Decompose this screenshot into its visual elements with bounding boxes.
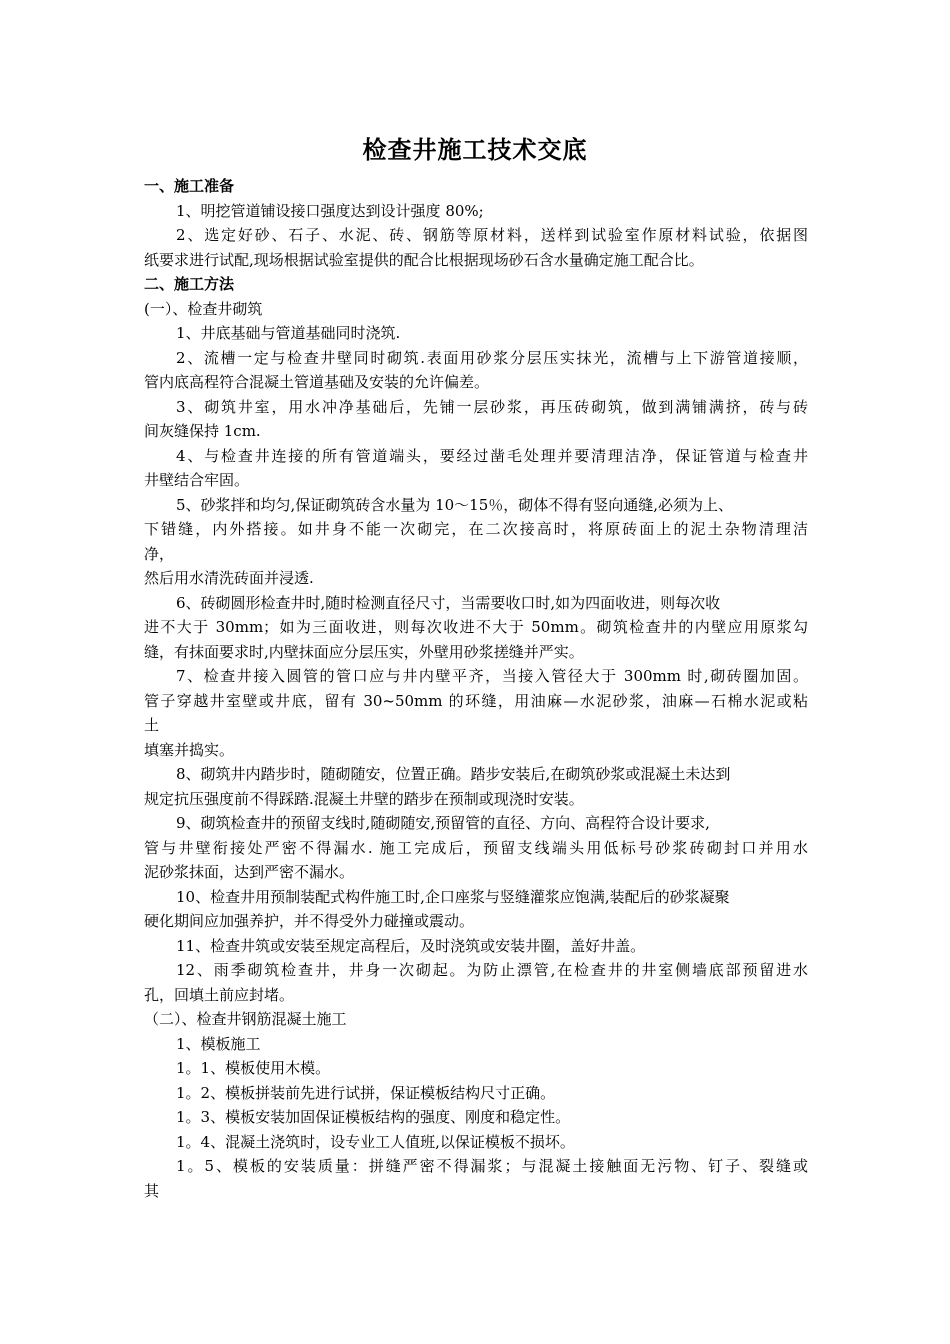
- text-line: 5、砂浆拌和均匀,保证砌筑砖含水量为 10～15％，砌体不得有竖向通缝,必须为上、: [176, 495, 734, 514]
- document-title: 检查井施工技术交底: [362, 136, 588, 164]
- text-line: 1。5、模板的安装质量：拼缝严密不得漏浆；与混凝土接触面无污物、钉子、裂缝或: [176, 1157, 808, 1175]
- text-line: 12、雨季砌筑检查井，井身一次砌起。为防止漂管,在检查井的井室侧墙底部预留进水: [176, 961, 808, 979]
- text-line: 管子穿越井室壁或井底，留有 30~50mm 的环缝，用油麻—水泥砂浆，油麻—石棉水泥或粘: [144, 691, 808, 710]
- text-line: （二）、检查井钢筋混凝土施工: [144, 1010, 347, 1028]
- text-line: 井壁结合牢固。: [144, 471, 250, 489]
- text-line: 7、检查井接入圆管的管口应与井内壁平齐，当接入管径大于 300mm 时,砌砖圈加固。: [176, 667, 808, 685]
- text-line: 1。4、混凝土浇筑时，设专业工人值班,以保证模板不损坏。: [176, 1132, 575, 1151]
- text-line: 然后用水清洗砖面并浸透.: [144, 569, 314, 587]
- text-line: 土: [144, 716, 160, 734]
- text-line: 1、模板施工: [176, 1034, 261, 1053]
- text-line: 泥砂浆抹面，达到严密不漏水。: [144, 863, 355, 881]
- text-line: 9、砌筑检查井的预留支线时,随砌随安,预留管的直径、方向、高程符合设计要求,: [176, 814, 710, 832]
- text-line: 3、砌筑井室，用水冲净基础后，先铺一层砂浆，再压砖砌筑，做到满铺满挤，砖与砖: [176, 397, 808, 416]
- text-line: 间灰缝保持 1cm.: [144, 422, 261, 440]
- text-line: 纸要求进行试配,现场根据试验室提供的配合比根据现场砂石含水量确定施工配合比。: [144, 250, 704, 269]
- text-line: (一）、检查井砌筑: [144, 299, 263, 318]
- text-line: 管与井壁衔接处严密不得漏水. 施工完成后，预留支线端头用低标号砂浆砖砌封口并用水: [144, 838, 808, 857]
- text-line: 1。3、模板安装加固保证模板结构的强度、刚度和稳定性。: [176, 1108, 571, 1126]
- text-line: 下错缝，内外搭接。如井身不能一次砌完，在二次接高时，将原砖面上的泥土杂物清理洁: [144, 520, 808, 538]
- text-line: 11、检查井筑或安装至规定高程后，及时浇筑或安装井圈，盖好井盖。: [176, 936, 646, 955]
- text-line: 1、井底基础与管道基础同时浇筑.: [176, 324, 401, 342]
- text-line: 净，: [144, 544, 175, 563]
- text-line: 4、与检查井连接的所有管道端头，要经过凿毛处理并要清理洁净，保证管道与检查井: [176, 446, 808, 465]
- text-line: 1、明挖管道铺设接口强度达到设计强度 80%;: [176, 201, 484, 220]
- text-line: 缝，有抹面要求时,内壁抹面应分层压实，外壁用砂浆搓缝并严实。: [144, 642, 584, 661]
- section-heading: 二、施工方法: [144, 275, 235, 293]
- text-line: 2、选定好砂、石子、水泥、砖、钢筋等原材料，送样到试验室作原材料试验，依据图: [176, 226, 808, 244]
- text-line: 管内底高程符合混凝土管道基础及安装的允许偏差。: [144, 373, 490, 391]
- document-body: [144, 174, 808, 1203]
- text-line: 1。2、模板拼装前先进行试拼，保证模板结构尺寸正确。: [176, 1083, 556, 1102]
- section-heading: 一、施工准备: [144, 177, 235, 195]
- text-line: 1。1、模板使用木模。: [176, 1059, 331, 1077]
- text-line: 8、砌筑井内踏步时，随砌随安，位置正确。踏步安装后,在砌筑砂浆或混凝土未达到: [176, 765, 731, 783]
- text-line: 10、检查井用预制装配式构件施工时,企口座浆与竖缝灌浆应饱满,装配后的砂浆凝聚: [176, 887, 730, 906]
- text-line: 规定抗压强度前不得踩踏.混凝土井壁的踏步在预制或现浇时安装。: [144, 789, 584, 808]
- text-line: 硬化期间应加强养护，并不得受外力碰撞或震动。: [144, 912, 475, 930]
- text-line: 2、流槽一定与检查井壁同时砌筑.表面用砂浆分层压实抹光，流槽与上下游管道接顺，: [176, 348, 808, 367]
- text-line: 其: [144, 1181, 160, 1200]
- text-line: 进不大于 30mm；如为三面收进，则每次收进不大于 50mm。砌筑检查井的内壁应用原浆勾: [144, 618, 808, 636]
- text-line: 填塞并捣实。: [144, 740, 235, 759]
- text-line: 孔，回填土前应封堵。: [144, 985, 295, 1004]
- text-line: 6、砖砌圆形检查井时,随时检测直径尺寸，当需要收口时,如为四面收进，则每次收: [176, 593, 721, 612]
